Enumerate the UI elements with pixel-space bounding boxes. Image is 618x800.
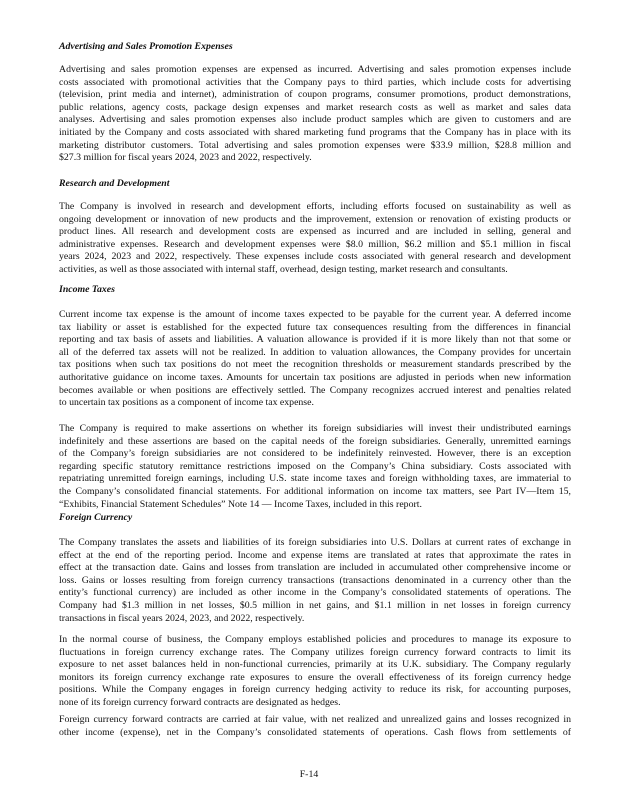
text-line: tax liability or asset is established for the expected future tax consequences resulting from the differences in financial (59, 321, 571, 333)
text-line: positions. While the Company engages in foreign currency hedging activity to reduce its risk, for accounting purposes, (59, 684, 571, 696)
text-line: activities, as well as those associated with internal staff, overhead, design testing, market research and consultants. (59, 263, 508, 275)
text-line: to uncertain tax positions as a component of income tax expense. (59, 397, 314, 409)
heading-income-taxes: Income Taxes (59, 284, 115, 295)
paragraph-foreign-currency-2 (59, 634, 571, 710)
text-line: monitors its foreign currency exchange rate exposures to ensure the overall effectiveness of its foreign currency hedge (59, 671, 571, 683)
text-line: costs associated with promotional activities that the Company pays to third parties, which include costs for advertising (59, 76, 571, 88)
text-line: none of its foreign currency forward contracts are designated as hedges. (59, 696, 341, 708)
text-line: indefinitely and these assertions are based on the capital needs of the foreign subsidiaries. Generally, unremitted earnings (59, 435, 571, 447)
text-line: $27.3 million for fiscal years 2024, 2023 and 2022, respectively. (59, 152, 312, 164)
text-line: “Exhibits, Financial Statement Schedules” Note 14 — Income Taxes, included in this report. (59, 498, 422, 510)
text-line: reporting and tax basis of assets and liabilities. A valuation allowance is provided if it is more likely than not that some or (59, 334, 571, 346)
text-line: Current income tax expense is the amount of income taxes expected to be payable for the current year. A deferred income (59, 309, 571, 320)
text-line: becomes available or when positions are effectively settled. The Company recognizes accrued interest and penalties related (59, 384, 571, 396)
paragraph-foreign-currency-3 (59, 714, 571, 739)
paragraph-foreign-currency-1 (59, 537, 571, 625)
text-line: loss. Gains or losses resulting from foreign currency transactions (transactions denominated in a currency other than the (59, 574, 571, 586)
text-line: regarding specific statutory remittance restrictions imposed on the Company’s China subsidiary. Costs associated with (59, 460, 571, 472)
text-line: Foreign currency forward contracts are carried at fair value, with net realized and unrealized gains and losses recognized in (59, 714, 571, 725)
page-number: F-14 (299, 769, 319, 780)
text-line: years 2024, 2023 and 2022, respectively. These expenses include costs associated with general research and development (59, 251, 571, 263)
heading-advertising: Advertising and Sales Promotion Expenses (59, 41, 233, 52)
text-line: other income (expense), net in the Company’s consolidated statements of operations. Cash flows from settlements of (59, 726, 571, 738)
text-line: tax positions when such tax positions do not meet the recognition thresholds or measurement standards prescribed by the (59, 359, 571, 371)
text-line: authoritative guidance on income taxes. Amounts for uncertain tax positions are adjusted in periods when new information (59, 371, 571, 383)
text-line: fluctuations in foreign currency exchange rates. The Company utilizes foreign currency forward contracts to limit its (59, 646, 571, 658)
text-line: exposure to net asset balances held in non-functional currencies, primarily at its U.K. subsidiary. The Company regularly (59, 659, 571, 671)
text-line: of the Company’s foreign subsidiaries are not considered to be indefinitely reinvested. However, there is an exception (59, 448, 571, 460)
text-line: entity’s functional currency) are included as other income in the Company’s consolidated statements of operations. The (59, 587, 571, 599)
text-line: ongoing development or innovation of new products and the improvement, extension or renovation of existing products or (59, 213, 571, 225)
text-line: the Company’s consolidated financial statements. For additional information on income tax matters, see Part IV—Item 15, (59, 485, 571, 497)
text-line: administrative expenses. Research and development expenses were $8.0 million, $6.2 million and $5.1 million in fiscal (59, 238, 571, 250)
text-line: The Company is required to make assertions on whether its foreign subsidiaries will invest their undistributed earnings (59, 423, 571, 434)
paragraph-research (59, 201, 571, 277)
text-line: analyses. Advertising and sales promotion expenses also include product samples which are given to customers and are (59, 114, 571, 126)
text-line: (television, print media and internet), administration of coupon programs, consumer promotions, product demonstrations, (59, 89, 571, 101)
text-line: initiated by the Company and costs associated with shared marketing fund programs that the Company has in place with its (59, 126, 571, 138)
paragraph-advertising (59, 64, 571, 165)
text-line: transactions in fiscal years 2024, 2023, and 2022, respectively. (59, 612, 305, 624)
text-line: product lines. All research and development costs are expensed as incurred and are included in selling, general and (59, 226, 571, 238)
text-line: In the normal course of business, the Company employs established policies and procedures to manage its exposure to (59, 634, 571, 645)
text-line: effect at the transaction date. Gains and losses from translation are included in accumulated other comprehensive income or (59, 562, 571, 574)
text-line: Advertising and sales promotion expenses are expensed as incurred. Advertising and sales promotion expenses include (59, 64, 571, 75)
text-line: public relations, agency costs, package design expenses and market research costs as well as market and sales data (59, 101, 571, 113)
text-line: effect at the end of the reporting period. Income and expense items are translated at rates that approximate the rates in (59, 549, 571, 561)
text-line: all of the deferred tax assets will not be realized. In addition to valuation allowances, the Company provides for uncertain (59, 346, 571, 358)
text-line: marketing distributor customers. Total advertising and sales promotion expenses were $33.9 million, $28.8 million and (59, 139, 571, 151)
text-line: repatriating unremitted foreign earnings, including U.S. state income taxes and foreign withholding taxes, are immaterial to (59, 473, 571, 485)
text-line: The Company translates the assets and liabilities of its foreign subsidiaries into U.S. Dollars at current rates of exchange in (59, 537, 571, 548)
paragraph-income-taxes-2 (59, 423, 571, 511)
heading-foreign-currency: Foreign Currency (59, 512, 133, 523)
heading-research: Research and Development (59, 178, 170, 189)
paragraph-income-taxes-1 (59, 309, 571, 410)
text-line: The Company is involved in research and development efforts, including efforts focused on sustainability as well as (59, 201, 571, 212)
text-line: Company had $1.3 million in net losses, $0.5 million in net gains, and $1.1 million in net losses in foreign currency (59, 599, 571, 611)
